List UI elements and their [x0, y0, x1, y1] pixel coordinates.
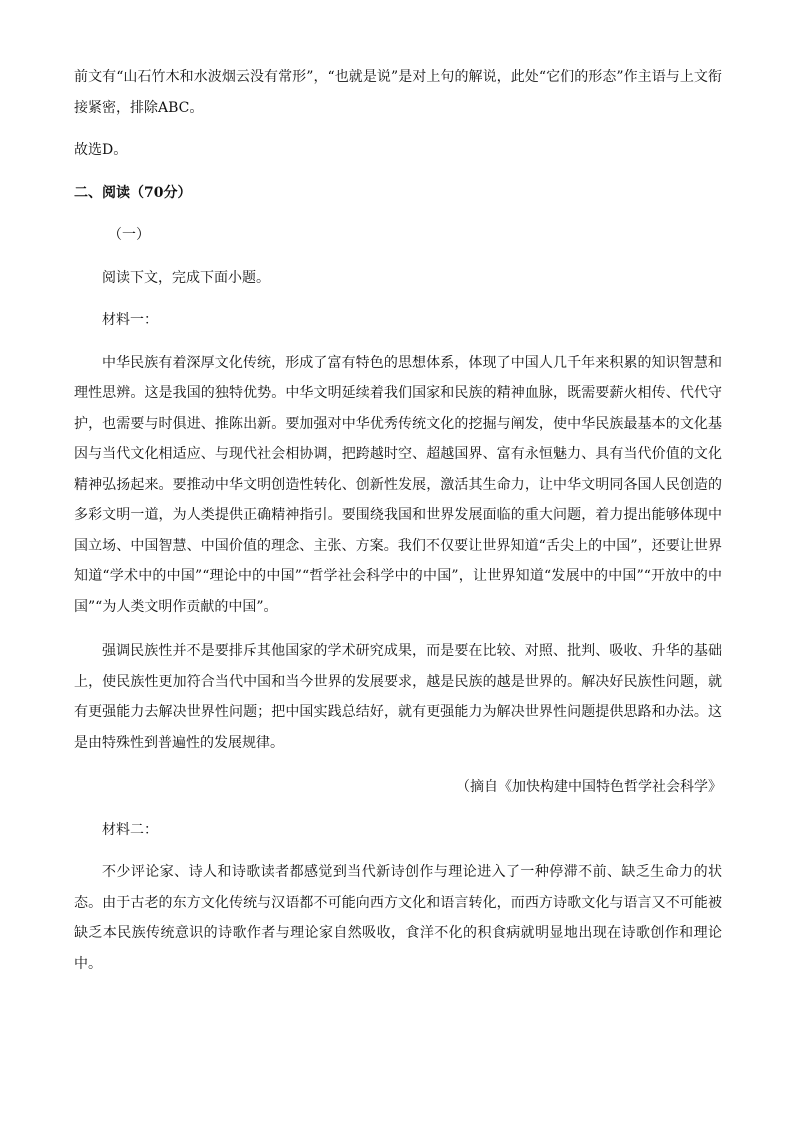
material-1-paragraph-1: 中华民族有着深厚文化传统，形成了富有特色的思想体系，体现了中国人几千年来积累的知识智慧和理性思辨。这是我国的独特优势。中华文明延续着我们国家和民族的精神血脉，既需要薪火相传、代代守护，也需要与时俱进、推陈出新。要加强对中华优秀传统文化的挖掘与阐发，使中华民族最基本的文化基因与当代文化相适应、与现代社会相协调，把跨越时空、超越国界、富有永恒魅力、具有当代价值的文化精神弘扬起来。要推动中华文明创造性转化、创新性发展，激活其生命力，让中华文明同各国人民创造的多彩文明一道，为人类提供正确精神指引。要围绕我国和世界发展面临的重大问题，着力提出能够体现中国立场、中国智慧、中国价值的理念、主张、方案。我们不仅要让世界知道“舌尖上的中国”，还要让世界知道“学术中的中国”“理论中的中国”“哲学社会科学中的中国”，让世界知道“发展中的中国”“开放中的中国”“为人类文明作贡献的中国”。 — [74, 354, 722, 615]
material-1-source: （摘自《加快构建中国特色哲学社会科学》 — [456, 779, 722, 795]
document-page — [74, 62, 722, 979]
intro-paragraph: 前文有“山石竹木和水波烟云没有常形”，“也就是说”是对上句的解说，此处“它们的形态”作主语与上文衔接紧密，排除ABC。 — [74, 69, 722, 116]
material-2-label: 材料二： — [102, 821, 158, 838]
material-2-paragraph-1: 不少评论家、诗人和诗歌读者都感觉到当代新诗创作与理论进入了一种停滞不前、缺乏生命力的状态。由于古老的东方文化传统与汉语都不可能向西方文化和语言转化，而西方诗歌文化与语言又不可能被缺乏本民族传统意识的诗歌作者与理论家自然吸收，食洋不化的积食病就明显地出现在诗歌创作和理论中。 — [74, 864, 722, 972]
answer-line: 故选D。 — [74, 142, 128, 158]
material-1-label: 材料一： — [102, 312, 158, 328]
instruction-line: 阅读下文，完成下面小题。 — [102, 269, 270, 286]
material-1-paragraph-2: 强调民族性并不是要排斥其他国家的学术研究成果，而是要在比较、对照、批判、吸收、升华的基础上，使民族性更加符合当代中国和当今世界的发展要求，越是民族的越是世界的。解决好民族性问题，就有更强能力去解决世界性问题；把中国实践总结好，就有更强能力为解决世界性问题提供思路和办法。这是由特殊性到普遍性的发展规律。 — [74, 643, 722, 751]
section-heading: 二、阅读（70分） — [74, 184, 192, 201]
subsection-label: （一） — [108, 227, 150, 243]
